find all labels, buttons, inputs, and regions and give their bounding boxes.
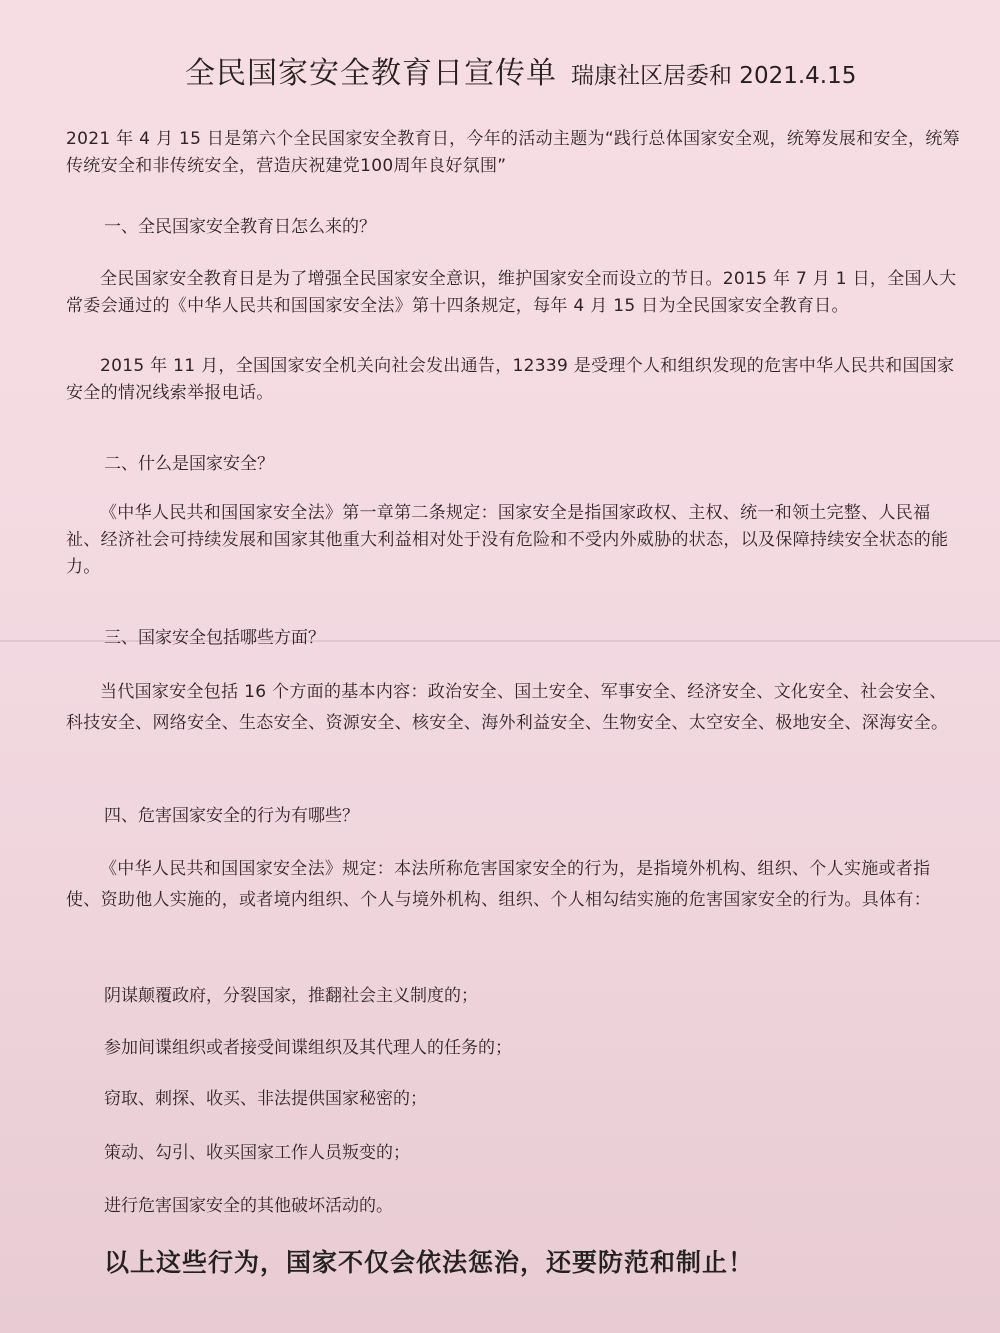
list-item: 阴谋颠覆政府，分裂国家，推翻社会主义制度的； <box>104 986 478 1006</box>
section-heading-4: 四、危害国家安全的行为有哪些？ <box>104 806 359 826</box>
section-1-paragraph-1: 全民国家安全教育日是为了增强全民国家安全意识，维护国家安全而设立的节日。2015 年 7 月 1 日，全国人大常委会通过的《中华人民共和国国家安全法》第十四条规定，每年 4 月 15 日为全民国家安全教育日。 <box>66 269 957 316</box>
leaflet-title: 全民国家安全教育日宣传单 <box>185 56 557 91</box>
section-heading-2: 二、什么是国家安全？ <box>104 454 274 474</box>
section-2-paragraph-1: 《中华人民共和国国家安全法》第一章第二条规定：国家安全是指国家政权、主权、统一和领土完整、人民福祉、经济社会可持续发展和国家其他重大利益相对处于没有危险和不受内外威胁的状态，以及保障持续安全状态的能力。 <box>66 503 949 577</box>
title-row <box>185 48 940 92</box>
list-item: 参加间谍组织或者接受间谍组织及其代理人的任务的； <box>104 1038 512 1058</box>
closing-statement: 以上这些行为，国家不仅会依法惩治，还要防范和制止！ <box>104 1248 755 1277</box>
list-item: 窃取、刺探、收买、非法提供国家秘密的； <box>104 1089 427 1109</box>
list-item: 进行危害国家安全的其他破坏活动的。 <box>104 1196 393 1216</box>
issuer-and-date: 瑞康社区居委和 2021.4.15 <box>571 63 857 89</box>
intro-paragraph: 2021 年 4 月 15 日是第六个全民国家安全教育日，今年的活动主题为“践行总体国家安全观，统筹发展和安全，统筹传统安全和非传统安全，营造庆祝建党100周年良好氛围” <box>66 129 960 176</box>
section-1-paragraph-2: 2015 年 11 月，全国国家安全机关向社会发出通告，12339 是受理个人和组织发现的危害中华人民共和国国家安全的情况线索举报电话。 <box>66 356 955 403</box>
section-3-paragraph-1: 当代国家安全包括 16 个方面的基本内容：政治安全、国土安全、军事安全、经济安全、文化安全、社会安全、科技安全、网络安全、生态安全、资源安全、核安全、海外利益安全、生物安全、太空安全、极地安全、深海安全。 <box>66 682 949 733</box>
section-4-paragraph-1: 《中华人民共和国国家安全法》规定：本法所称危害国家安全的行为，是指境外机构、组织、个人实施或者指使、资助他人实施的，或者境内组织、个人与境外机构、组织、个人相勾结实施的危害国家安全的行为。具体有： <box>66 859 931 910</box>
list-item: 策动、勾引、收买国家工作人员叛变的； <box>104 1143 410 1163</box>
section-heading-1: 一、全民国家安全教育日怎么来的？ <box>104 217 376 237</box>
section-heading-3: 三、国家安全包括哪些方面？ <box>104 628 325 648</box>
